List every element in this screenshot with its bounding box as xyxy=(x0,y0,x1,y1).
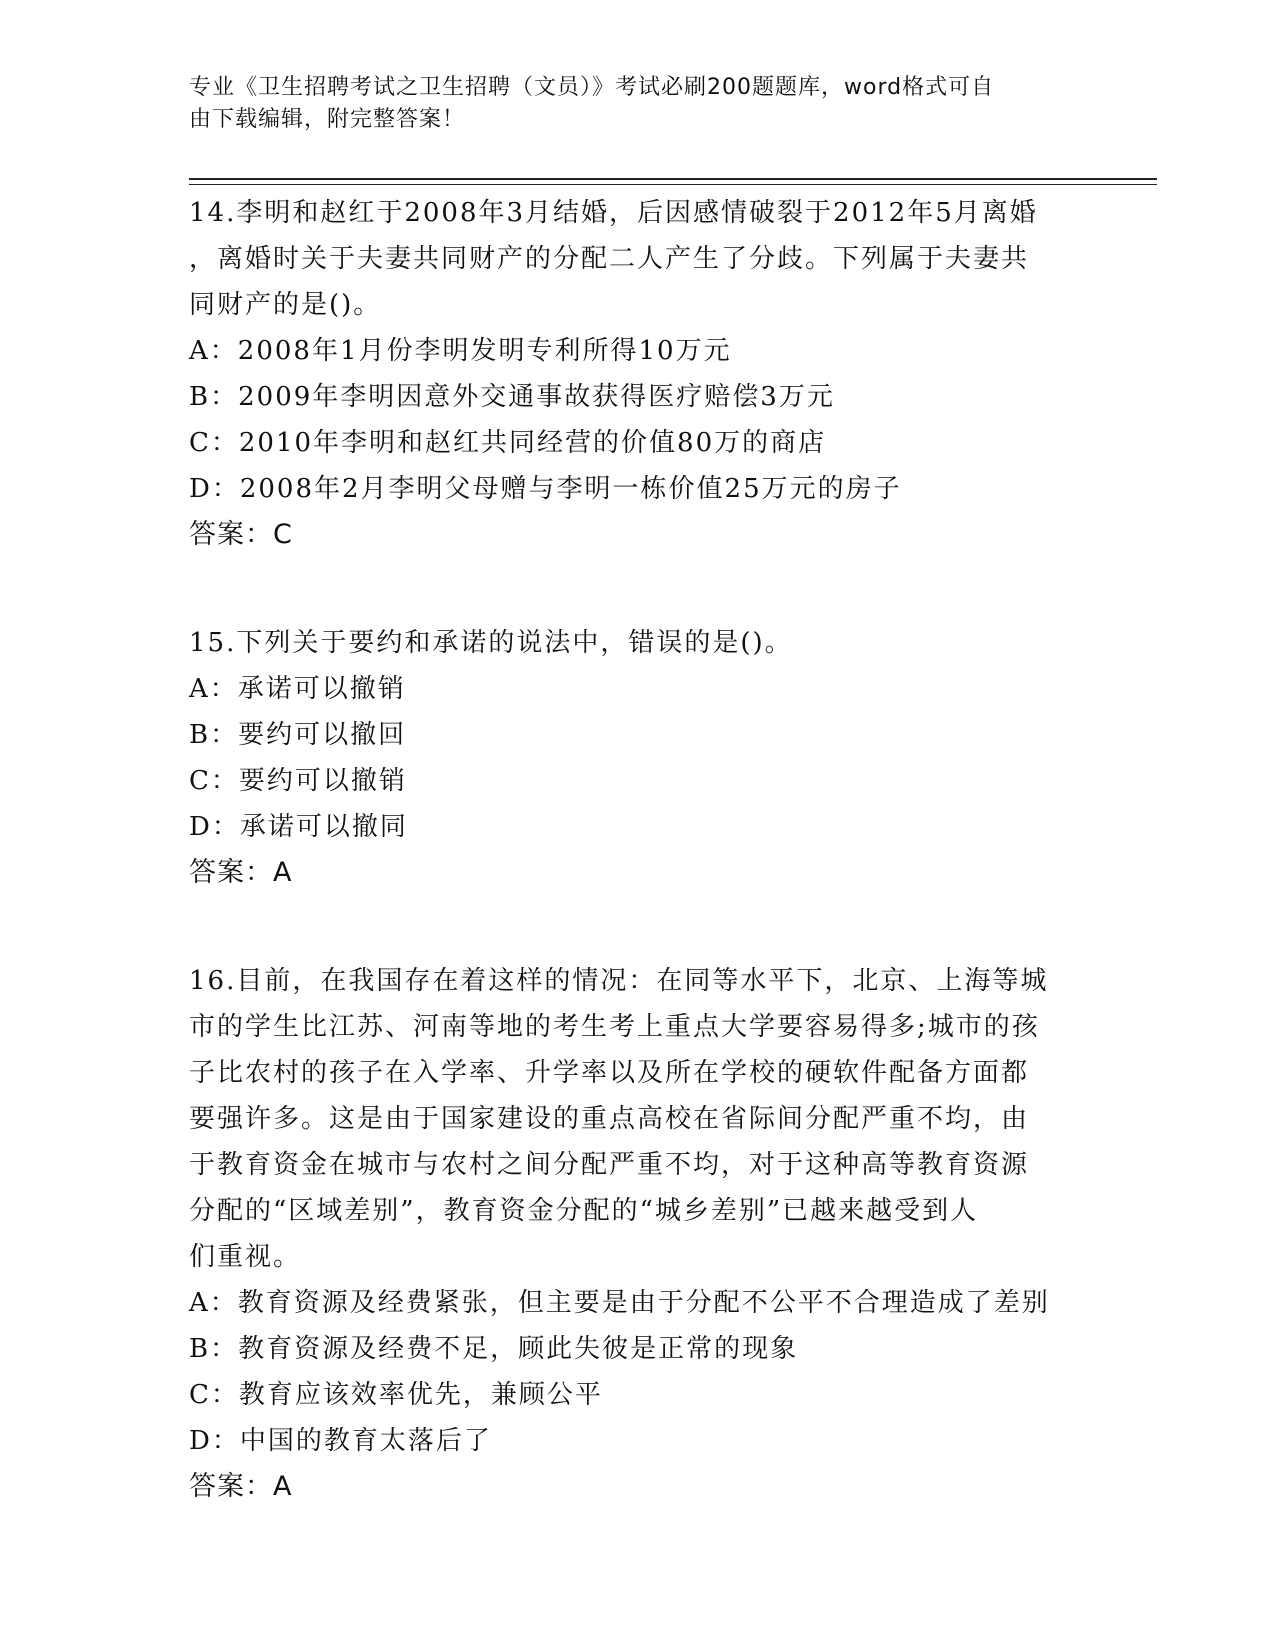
option-b: B：2009年李明因意外交通事故获得医疗赔偿3万元 xyxy=(189,382,835,412)
question-14 xyxy=(189,190,1089,558)
question-text-line: 市的学生比江苏、河南等地的考生考上重点大学要容易得多;城市的孩 xyxy=(189,1012,1040,1042)
header-divider-thin xyxy=(189,184,1157,185)
option-d: D：2008年2月李明父母赠与李明一栋价值25万元的房子 xyxy=(189,474,902,504)
option-a: A：2008年1月份李明发明专利所得10万元 xyxy=(189,336,732,366)
question-spacer xyxy=(189,558,1089,620)
question-text-line: 同财产的是()。 xyxy=(189,290,382,320)
option-b: B：教育资源及经费不足，顾此失彼是正常的现象 xyxy=(189,1334,799,1364)
question-text-line: 们重视。 xyxy=(189,1242,302,1272)
option-a: A：承诺可以撤销 xyxy=(189,674,406,704)
question-text-line: ，离婚时关于夫妻共同财产的分配二人产生了分歧。下列属于夫妻共 xyxy=(189,244,1030,274)
option-b: B：要约可以撤回 xyxy=(189,720,407,750)
option-c: C：2010年李明和赵红共同经营的价值80万的商店 xyxy=(189,428,827,458)
question-text-line: 于教育资金在城市与农村之间分配严重不均，对于这种高等教育资源 xyxy=(189,1150,1030,1180)
header-line: 专业《卫生招聘考试之卫生招聘（文员）》考试必刷200题题库，word格式可自 xyxy=(189,75,995,100)
question-15 xyxy=(189,620,1089,896)
question-16 xyxy=(189,958,1089,1510)
answer: 答案：A xyxy=(189,857,293,888)
question-text-line: 子比农村的孩子在入学率、升学率以及所在学校的硬软件配备方面都 xyxy=(189,1058,1030,1088)
header-divider-thick xyxy=(189,178,1157,180)
question-text-line: 14.李明和赵红于2008年3月结婚，后因感情破裂于2012年5月离婚 xyxy=(189,198,1038,228)
option-d: D：承诺可以撤同 xyxy=(189,812,408,842)
question-text-line: 分配的“区域差别”，教育资金分配的“城乡差别”已越来越受到人 xyxy=(189,1196,979,1226)
question-text-line: 要强许多。这是由于国家建设的重点高校在省际间分配严重不均，由 xyxy=(189,1104,1030,1134)
option-d: D：中国的教育太落后了 xyxy=(189,1426,492,1456)
option-c: C：教育应该效率优先，兼顾公平 xyxy=(189,1380,603,1410)
header-line: 由下载编辑，附完整答案！ xyxy=(189,107,466,132)
answer: 答案：C xyxy=(189,519,293,550)
question-list xyxy=(189,190,1089,1510)
question-text-line: 15.下列关于要约和承诺的说法中，错误的是()。 xyxy=(189,628,793,658)
answer: 答案：A xyxy=(189,1471,293,1502)
document-header xyxy=(189,72,1089,136)
option-a: A：教育资源及经费紧张，但主要是由于分配不公平不合理造成了差别 xyxy=(189,1288,1050,1318)
question-text-line: 16.目前，在我国存在着这样的情况：在同等水平下，北京、上海等城 xyxy=(189,966,1049,996)
option-c: C：要约可以撤销 xyxy=(189,766,407,796)
question-spacer xyxy=(189,896,1089,958)
